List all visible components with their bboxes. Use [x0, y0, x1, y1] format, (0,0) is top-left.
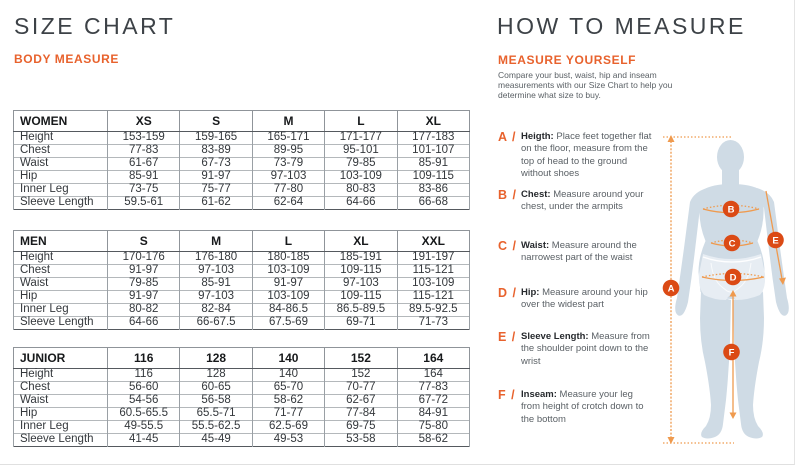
row-label-cell: Waist [14, 278, 108, 291]
size-column-header: S [180, 111, 252, 132]
value-cell: 64-66 [325, 197, 397, 210]
value-cell: 84-91 [397, 408, 469, 421]
value-cell: 103-109 [325, 171, 397, 184]
step-letter: E / [498, 330, 517, 344]
size-column-header: M [180, 231, 252, 252]
marker-letter-a: A [667, 283, 675, 295]
value-cell: 97-103 [180, 291, 252, 304]
step-text: Hip: Measure around your hip over the widest part [521, 287, 648, 311]
step-letter: D / [498, 286, 517, 300]
value-cell: 70-77 [325, 382, 397, 395]
table-title-cell: WOMEN [14, 111, 108, 132]
value-cell: 153-159 [108, 132, 180, 145]
size-column-header: XXL [397, 231, 469, 252]
measure-step-a [498, 131, 656, 180]
value-cell: 71-77 [252, 408, 324, 421]
value-cell: 80-82 [108, 304, 180, 317]
size-column-header: S [108, 231, 180, 252]
measure-step-b [498, 189, 656, 214]
table-row [14, 197, 470, 210]
value-cell: 97-103 [325, 278, 397, 291]
measure-step-f [498, 389, 656, 426]
value-cell: 55.5-62.5 [180, 421, 252, 434]
value-cell: 89-95 [252, 145, 324, 158]
step-label: Sleeve Length: [521, 331, 592, 342]
value-cell: 49-55.5 [108, 421, 180, 434]
value-cell: 86.5-89.5 [325, 304, 397, 317]
table-row [14, 291, 470, 304]
value-cell: 152 [325, 369, 397, 382]
table-row [14, 408, 470, 421]
value-cell: 58-62 [397, 434, 469, 447]
value-cell: 91-97 [108, 265, 180, 278]
how-to-measure-section [497, 0, 800, 464]
row-label-cell: Sleeve Length [14, 434, 108, 447]
step-text: Sleeve Length: Measure from the shoulder point down to the wrist [521, 331, 650, 367]
value-cell: 84-86.5 [252, 304, 324, 317]
value-cell: 164 [397, 369, 469, 382]
value-cell: 62-64 [252, 197, 324, 210]
value-cell: 61-62 [180, 197, 252, 210]
table-row [14, 145, 470, 158]
step-text: Heigth: Place feet together flat on the floor, measure from the top of head to the ground without shoes [521, 131, 652, 179]
size-table-junior [13, 347, 470, 447]
row-label-cell: Inner Leg [14, 184, 108, 197]
value-cell: 65-70 [252, 382, 324, 395]
value-cell: 45-49 [180, 434, 252, 447]
row-label-cell: Sleeve Length [14, 317, 108, 330]
value-cell: 73-79 [252, 158, 324, 171]
row-label-cell: Height [14, 369, 108, 382]
marker-letter-d: D [729, 272, 737, 284]
value-cell: 73-75 [108, 184, 180, 197]
size-column-header: M [252, 111, 324, 132]
value-cell: 91-97 [180, 171, 252, 184]
value-cell: 83-89 [180, 145, 252, 158]
row-label-cell: Chest [14, 382, 108, 395]
value-cell: 67.5-69 [252, 317, 324, 330]
how-to-measure-title: HOW TO MEASURE [497, 13, 746, 39]
value-cell: 103-109 [252, 265, 324, 278]
value-cell: 185-191 [325, 252, 397, 265]
measure-intro-text: Compare your bust, waist, hip and inseam measurements with our Size Chart to help you determine what size to buy. [498, 70, 673, 100]
row-label-cell: Sleeve Length [14, 197, 108, 210]
value-cell: 95-101 [325, 145, 397, 158]
marker-letter-b: B [727, 204, 735, 216]
row-label-cell: Hip [14, 291, 108, 304]
step-text: Inseam: Measure your leg from height of crotch down to the bottom [521, 389, 644, 425]
value-cell: 79-85 [108, 278, 180, 291]
value-cell: 59.5-61 [108, 197, 180, 210]
value-cell: 89.5-92.5 [397, 304, 469, 317]
value-cell: 140 [252, 369, 324, 382]
value-cell: 61-67 [108, 158, 180, 171]
row-label-cell: Hip [14, 408, 108, 421]
table-row [14, 171, 470, 184]
value-cell: 67-72 [397, 395, 469, 408]
value-cell: 66-67.5 [180, 317, 252, 330]
table-row [14, 395, 470, 408]
step-label: Inseam: [521, 389, 560, 400]
table-row [14, 265, 470, 278]
value-cell: 91-97 [108, 291, 180, 304]
step-text: Waist: Measure around the narrowest part of the waist [521, 240, 637, 264]
row-label-cell: Waist [14, 158, 108, 171]
value-cell: 77-80 [252, 184, 324, 197]
row-label-cell: Height [14, 132, 108, 145]
value-cell: 77-83 [108, 145, 180, 158]
size-column-header: 152 [325, 348, 397, 369]
table-row [14, 252, 470, 265]
value-cell: 41-45 [108, 434, 180, 447]
value-cell: 170-176 [108, 252, 180, 265]
table-title-cell: MEN [14, 231, 108, 252]
size-column-header: L [325, 111, 397, 132]
body-measure-subtitle: BODY MEASURE [14, 52, 119, 66]
value-cell: 62.5-69 [252, 421, 324, 434]
value-cell: 115-121 [397, 265, 469, 278]
table-header-row [14, 231, 470, 252]
size-column-header: 164 [397, 348, 469, 369]
value-cell: 115-121 [397, 291, 469, 304]
value-cell: 82-84 [180, 304, 252, 317]
size-column-header: 128 [180, 348, 252, 369]
table-row [14, 317, 470, 330]
step-letter: F / [498, 388, 516, 402]
value-cell: 91-97 [252, 278, 324, 291]
value-cell: 109-115 [397, 171, 469, 184]
value-cell: 176-180 [180, 252, 252, 265]
value-cell: 58-62 [252, 395, 324, 408]
value-cell: 177-183 [397, 132, 469, 145]
table-row [14, 278, 470, 291]
table-row [14, 421, 470, 434]
step-letter: A / [498, 130, 517, 144]
value-cell: 109-115 [325, 265, 397, 278]
value-cell: 66-68 [397, 197, 469, 210]
table-header-row [14, 348, 470, 369]
measure-step-e [498, 331, 656, 368]
value-cell: 75-80 [397, 421, 469, 434]
measure-yourself-subtitle: MEASURE YOURSELF [498, 53, 637, 67]
step-label: Waist: [521, 240, 552, 251]
row-label-cell: Chest [14, 265, 108, 278]
measure-step-c [498, 240, 656, 265]
value-cell: 191-197 [397, 252, 469, 265]
size-table-men [13, 230, 470, 330]
page-title: SIZE CHART [14, 13, 176, 39]
size-column-header: 140 [252, 348, 324, 369]
value-cell: 71-73 [397, 317, 469, 330]
row-label-cell: Height [14, 252, 108, 265]
value-cell: 97-103 [252, 171, 324, 184]
value-cell: 165-171 [252, 132, 324, 145]
value-cell: 64-66 [108, 317, 180, 330]
size-column-header: L [252, 231, 324, 252]
value-cell: 101-107 [397, 145, 469, 158]
value-cell: 54-56 [108, 395, 180, 408]
step-label: Chest: [521, 189, 554, 200]
value-cell: 103-109 [252, 291, 324, 304]
value-cell: 53-58 [325, 434, 397, 447]
row-label-cell: Inner Leg [14, 304, 108, 317]
value-cell: 83-86 [397, 184, 469, 197]
size-table-women [13, 110, 470, 210]
step-text: Chest: Measure around your chest, under the armpits [521, 189, 644, 213]
table-title-cell: JUNIOR [14, 348, 108, 369]
step-letter: C / [498, 239, 517, 253]
value-cell: 69-71 [325, 317, 397, 330]
table-row [14, 132, 470, 145]
value-cell: 128 [180, 369, 252, 382]
value-cell: 103-109 [397, 278, 469, 291]
value-cell: 97-103 [180, 265, 252, 278]
row-label-cell: Hip [14, 171, 108, 184]
table-row [14, 434, 470, 447]
value-cell: 65.5-71 [180, 408, 252, 421]
table-row [14, 382, 470, 395]
size-column-header: XS [108, 111, 180, 132]
size-column-header: XL [397, 111, 469, 132]
marker-letter-f: F [728, 347, 735, 359]
value-cell: 77-84 [325, 408, 397, 421]
size-column-header: 116 [108, 348, 180, 369]
size-chart-section [13, 0, 471, 464]
marker-letter-e: E [772, 235, 779, 247]
value-cell: 159-165 [180, 132, 252, 145]
value-cell: 69-75 [325, 421, 397, 434]
value-cell: 75-77 [180, 184, 252, 197]
table-header-row [14, 111, 470, 132]
value-cell: 67-73 [180, 158, 252, 171]
table-row [14, 304, 470, 317]
row-label-cell: Inner Leg [14, 421, 108, 434]
body-measurement-figure [650, 95, 800, 462]
size-column-header: XL [325, 231, 397, 252]
value-cell: 56-58 [180, 395, 252, 408]
marker-letter-c: C [728, 238, 736, 250]
table-row [14, 184, 470, 197]
value-cell: 60-65 [180, 382, 252, 395]
value-cell: 180-185 [252, 252, 324, 265]
value-cell: 79-85 [325, 158, 397, 171]
step-label: Heigth: [521, 131, 557, 142]
value-cell: 171-177 [325, 132, 397, 145]
value-cell: 56-60 [108, 382, 180, 395]
value-cell: 60.5-65.5 [108, 408, 180, 421]
value-cell: 77-83 [397, 382, 469, 395]
value-cell: 116 [108, 369, 180, 382]
table-row [14, 158, 470, 171]
row-label-cell: Chest [14, 145, 108, 158]
step-label: Hip: [521, 287, 543, 298]
value-cell: 85-91 [180, 278, 252, 291]
measure-step-d [498, 287, 656, 312]
value-cell: 109-115 [325, 291, 397, 304]
value-cell: 85-91 [397, 158, 469, 171]
value-cell: 80-83 [325, 184, 397, 197]
row-label-cell: Waist [14, 395, 108, 408]
value-cell: 49-53 [252, 434, 324, 447]
value-cell: 62-67 [325, 395, 397, 408]
table-row [14, 369, 470, 382]
value-cell: 85-91 [108, 171, 180, 184]
step-letter: B / [498, 188, 517, 202]
